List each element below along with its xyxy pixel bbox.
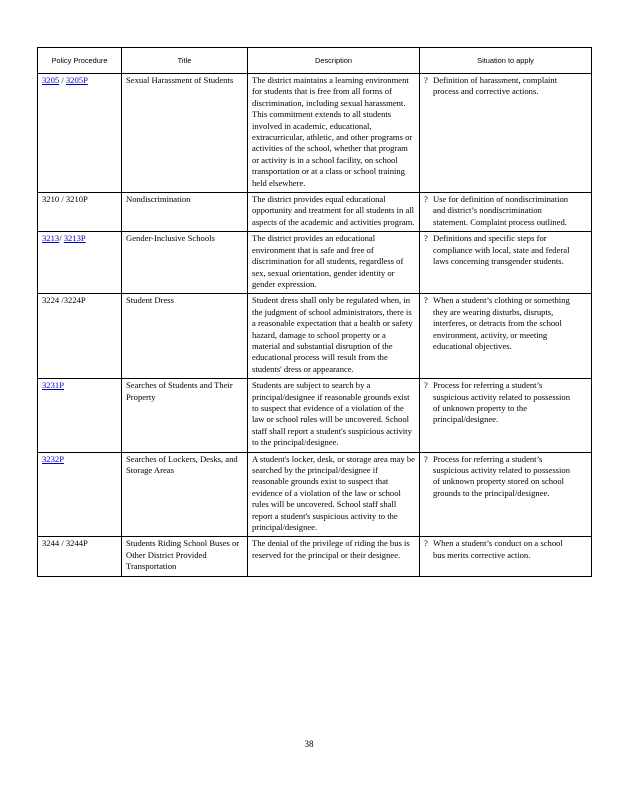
table-header-row	[38, 48, 592, 74]
situation-cell	[420, 537, 592, 576]
policy-link[interactable]: 3205	[42, 75, 60, 85]
situation-text: Definitions and specific steps for compliance with local, state and federal laws concerning transgender students.	[433, 233, 570, 267]
policy-cell	[38, 379, 122, 452]
table-row	[38, 193, 592, 232]
situation-cell	[420, 452, 592, 537]
policy-cell	[38, 232, 122, 294]
situation-text: When a student’s clothing or something they are wearing disturbs, disrupts, interferes, or detracts from the school environment, activity, or meeting educational objectives.	[433, 295, 570, 351]
situation-cell	[420, 74, 592, 193]
table-row	[38, 452, 592, 537]
title-cell: Students Riding School Buses or Other District Provided Transportation	[122, 537, 248, 576]
title-cell: Nondiscrimination	[122, 193, 248, 232]
title-cell: Sexual Harassment of Students	[122, 74, 248, 193]
situation-cell	[420, 232, 592, 294]
policy-cell	[38, 74, 122, 193]
table-row	[38, 232, 592, 294]
situation-cell	[420, 379, 592, 452]
procedure-link[interactable]: 3213P	[63, 233, 86, 244]
title-cell: Searches of Lockers, Desks, and Storage Areas	[122, 452, 248, 537]
bullet-icon: ?	[424, 233, 428, 244]
description-cell: The district maintains a learning environment for students that is free from all forms of discrimination, including sexual harassment. This commitment extends to all students involved in academic, educational, extracurricular, athletic, and other programs or activities of the school, whether that program or activity is in a school facility, on school transportation or at a class or school training held elsewhere.	[248, 74, 420, 193]
situation-cell	[420, 193, 592, 232]
bullet-icon: ?	[424, 453, 428, 464]
situation-text: Process for referring a student’s suspicious activity related to possession of unknown property stored on school grounds to the principal/designee.	[433, 453, 571, 498]
title-cell: Searches of Students and Their Property	[122, 379, 248, 452]
situation-text: Use for definition of nondiscrimination and district’s nondiscrimination statement. Complaint process outlined.	[433, 194, 569, 227]
situation-text: Process for referring a student’s suspicious activity related to possession of unknown property to the principal/designee.	[433, 380, 571, 425]
policy-cell	[38, 452, 122, 537]
header-description: Description	[248, 48, 420, 74]
bullet-icon: ?	[424, 295, 428, 306]
situation-text: Definition of harassment, complaint process and corrective actions.	[433, 75, 558, 97]
table-row	[38, 537, 592, 576]
header-title: Title	[122, 48, 248, 74]
header-policy: Policy Procedure	[38, 48, 122, 74]
bullet-icon: ?	[424, 538, 428, 549]
policy-cell: 3210 / 3210P	[38, 193, 122, 232]
description-cell: The district provides an educational environment that is safe and free of discrimination for all students, regardless of sex, sexual orientation, gender identity or gender expression.	[248, 232, 420, 294]
policy-table	[37, 47, 592, 577]
policy-cell: 3224 /3224P	[38, 294, 122, 379]
table-row	[38, 74, 592, 193]
page-number: 38	[304, 739, 314, 749]
header-situation: Situation to apply	[420, 48, 592, 74]
bullet-icon: ?	[424, 380, 428, 391]
link-separator: /	[59, 233, 64, 244]
situation-text: When a student’s conduct on a school bus merits corrective action.	[433, 538, 563, 560]
description-cell: The district provides equal educational opportunity and treatment for all students in all aspects of the academic and activities program.	[248, 193, 420, 232]
title-cell: Gender-Inclusive Schools	[122, 232, 248, 294]
table-row	[38, 294, 592, 379]
bullet-icon: ?	[424, 194, 428, 205]
description-cell: Student dress shall only be regulated when, in the judgment of school administrators, there is a reasonable expectation that a health or safety hazard, damage to school property or a material and substantial disruption of the educational process will result from the students' dress or appearance.	[248, 294, 420, 379]
title-cell: Student Dress	[122, 294, 248, 379]
situation-cell	[420, 294, 592, 379]
description-cell: A student's locker, desk, or storage area may be searched by the principal/designee if reasonable grounds exist to suspect that evidence of a violation of the law or school rules will be uncovered. School staff shall report a student's suspicious activity to the principal/designee.	[248, 452, 420, 537]
description-cell: Students are subject to search by a principal/designee if reasonable grounds exist to suspect that evidence of a violation of the law or school rules will be uncovered. School staff shall report a student's suspicious activity to the principal/designee.	[248, 379, 420, 452]
procedure-link[interactable]: 3231P	[42, 380, 64, 391]
bullet-icon: ?	[424, 75, 428, 85]
table-row	[38, 379, 592, 452]
description-cell: The denial of the privilege of riding the bus is reserved for the principal or their designee.	[248, 537, 420, 576]
policy-link[interactable]: 3213	[42, 233, 60, 244]
procedure-link[interactable]: 3232P	[42, 453, 64, 464]
procedure-link[interactable]: 3205P	[65, 75, 88, 85]
policy-cell: 3244 / 3244P	[38, 537, 122, 576]
link-separator: /	[59, 75, 66, 85]
